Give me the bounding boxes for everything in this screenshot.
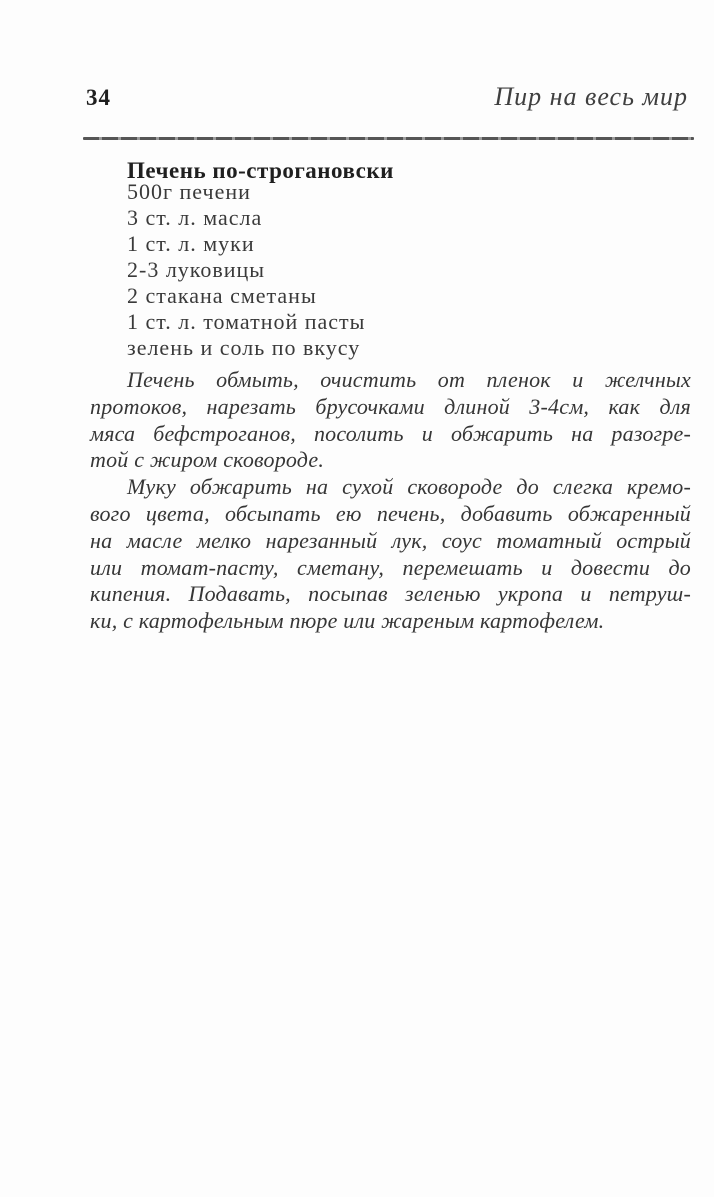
- ingredient-line: 2 стакана сметаны: [127, 283, 317, 308]
- recipe-title: Печень по-строгановски: [127, 158, 394, 183]
- ingredient-line: 500г печени: [127, 179, 251, 204]
- instruction-line: кипения. Подавать, посыпав зеленью укропа и петруш-: [90, 581, 691, 607]
- instruction-paragraph: [90, 474, 691, 635]
- ingredients-list: [127, 179, 365, 361]
- instruction-line: вого цвета, обсыпать ею печень, добавить обжаренный: [90, 500, 691, 526]
- instruction-line: Печень обмыть, очистить от пленок и желчных: [127, 367, 691, 392]
- ingredient-line: 1 ст. л. муки: [127, 231, 255, 256]
- instruction-line: или томат-пасту, сметану, перемешать и довести до: [90, 554, 691, 580]
- instruction-line: на масле мелко нарезанный лук, соус томатный острый: [90, 527, 691, 553]
- instruction-line: Муку обжарить на сухой сковороде до слегка кремо-: [127, 474, 691, 500]
- instruction-paragraph: [90, 367, 691, 474]
- instruction-line: той с жиром сковороде.: [90, 447, 325, 473]
- recipe-instructions: [90, 367, 691, 635]
- instruction-line: ки, с картофельным пюре или жареным картофелем.: [90, 608, 605, 634]
- instruction-line: мяса бефстроганов, посолить и обжарить на разогре-: [90, 420, 691, 446]
- header-rule: [83, 137, 694, 140]
- ingredient-line: зелень и соль по вкусу: [127, 335, 361, 360]
- ingredient-line: 1 ст. л. томатной пасты: [127, 309, 366, 334]
- running-title: Пир на весь мир: [494, 82, 688, 111]
- instruction-line: протоков, нарезать брусочками длиной 3-4см, как для: [90, 393, 691, 419]
- ingredient-line: 3 ст. л. масла: [127, 205, 263, 230]
- page-number: 34: [86, 85, 111, 110]
- ingredient-line: 2-3 луковицы: [127, 257, 266, 282]
